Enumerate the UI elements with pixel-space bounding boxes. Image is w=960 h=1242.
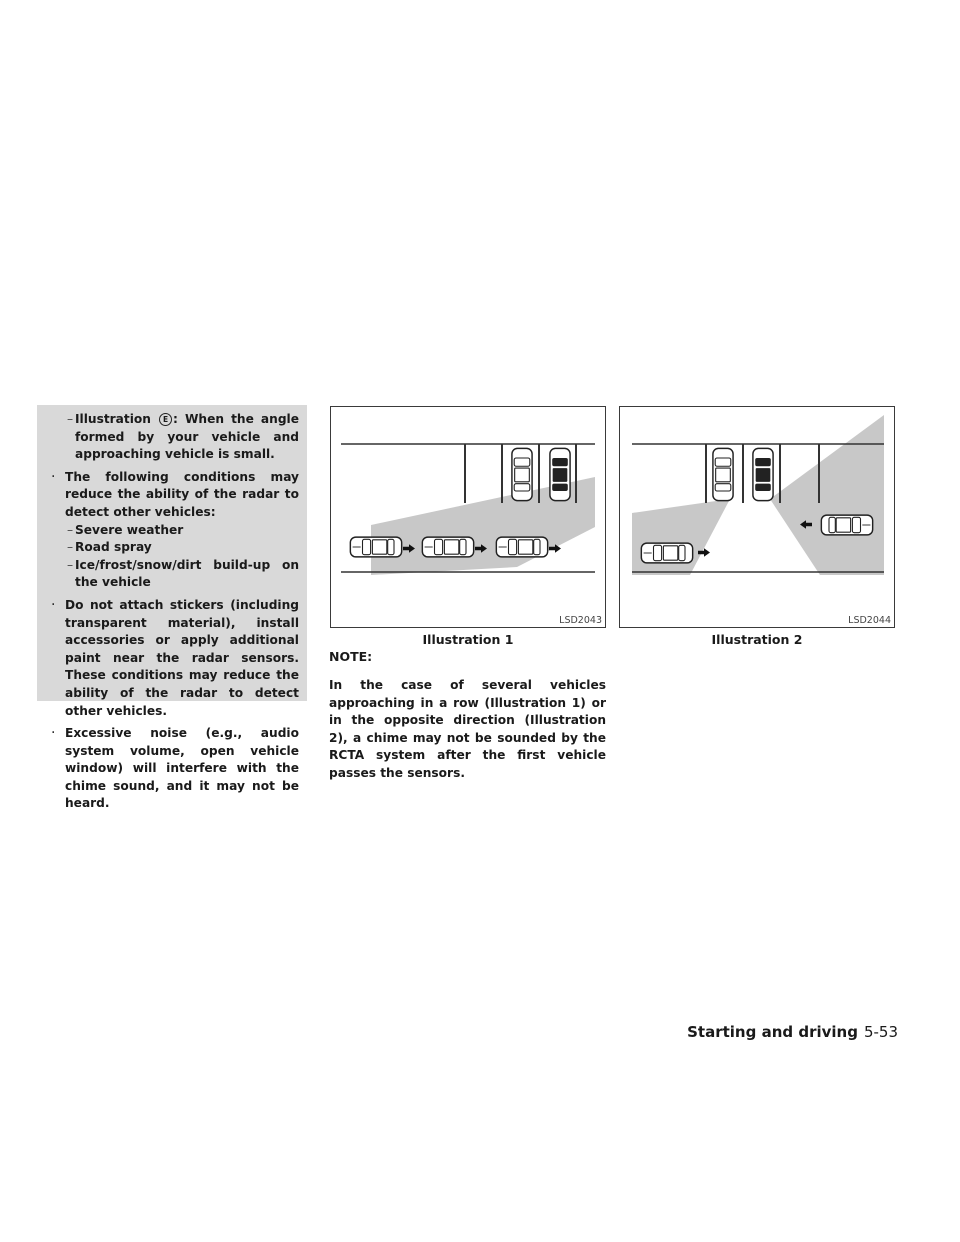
stickers-warning: · Do not attach stickers (including transparent material), install accessories or apply additional paint near the radar sensors. These conditions may reduce the ability of the radar to detect other vehicles. bbox=[51, 596, 299, 718]
your-vehicle-icon bbox=[550, 448, 570, 500]
parked-car-icon bbox=[512, 448, 532, 500]
circled-letter-e-icon: E bbox=[159, 413, 172, 426]
illustration-1-caption: Illustration 1 bbox=[422, 632, 514, 647]
approaching-car-icon bbox=[641, 543, 692, 563]
illustration-2-figure bbox=[619, 406, 895, 628]
conditions-intro: · The following conditions may reduce the ability of the radar to detect other vehicles: bbox=[51, 468, 299, 519]
condition-item: – Severe weather bbox=[67, 522, 184, 537]
approaching-car-icon bbox=[422, 537, 473, 557]
radar-zone bbox=[770, 415, 884, 575]
noise-warning: · Excessive noise (e.g., audio system volume, open vehicle window) will interfere with the chime sound, and it may not be heard. bbox=[51, 725, 299, 811]
note-body: In the case of several vehicles approaching in a row (Illustration 1) or in the opposite direction (Illustration 2), a chime may not be sounded by the RCTA system after the first vehicle passes the sensors. bbox=[329, 678, 606, 780]
illustration-1-figure bbox=[330, 406, 606, 628]
illustration-2-caption: Illustration 2 bbox=[711, 632, 803, 647]
illustration-1-drawing bbox=[331, 407, 605, 627]
warning-box bbox=[37, 405, 307, 811]
illustration-2-drawing bbox=[620, 407, 894, 627]
condition-item: – Road spray bbox=[67, 540, 152, 555]
figure-code: LSD2043 bbox=[559, 615, 602, 626]
footer-section: Starting and driving bbox=[687, 1023, 858, 1041]
parked-car-icon bbox=[713, 448, 733, 500]
figure-code: LSD2044 bbox=[848, 615, 891, 626]
approaching-car-icon bbox=[350, 537, 401, 557]
illustration-e-item: – Illustration E : When the angle formed by your vehicle and approaching vehicle is small. bbox=[67, 412, 299, 462]
page-footer bbox=[687, 1023, 898, 1041]
note-title: NOTE: bbox=[329, 649, 373, 664]
condition-item: – Ice/frost/snow/dirt build-up on the vehicle bbox=[67, 557, 299, 590]
approaching-car-icon bbox=[496, 537, 547, 557]
page-number: 5-53 bbox=[863, 1023, 898, 1041]
your-vehicle-icon bbox=[753, 448, 773, 500]
approaching-car-icon bbox=[821, 515, 872, 535]
